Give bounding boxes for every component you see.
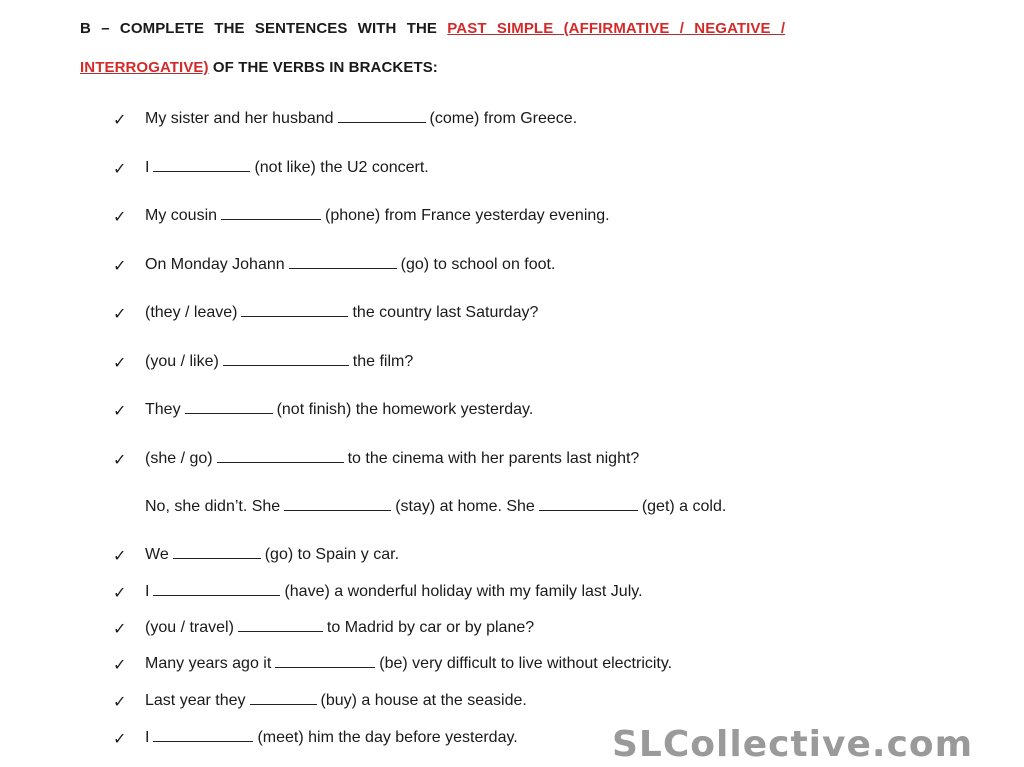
sentence-end: (go) to school on foot.	[400, 256, 556, 273]
sentence-start: (you / travel)	[145, 619, 234, 636]
sentence-start: (they / leave)	[145, 304, 238, 321]
instruction-line-2	[80, 59, 438, 76]
sentence	[145, 304, 538, 322]
answer-blank[interactable]	[217, 461, 344, 463]
checkmark-icon: ✓	[113, 452, 127, 469]
answer-blank[interactable]	[185, 412, 273, 414]
exercise-item	[0, 619, 600, 641]
sentence-start: I	[145, 729, 150, 746]
sentence	[145, 583, 643, 601]
sentence	[145, 207, 610, 225]
exercise-item	[0, 729, 600, 751]
checkmark-icon: ✓	[113, 585, 127, 602]
answer-blank[interactable]	[153, 594, 280, 596]
exercise-item	[0, 256, 600, 278]
sentence-start: Last year they	[145, 692, 246, 709]
answer-blank[interactable]	[238, 630, 323, 632]
answer-blank[interactable]	[173, 557, 261, 559]
instruction-highlight: INTERROGATIVE)	[80, 59, 209, 76]
sentence-end: the film?	[352, 353, 414, 370]
sentence	[145, 729, 518, 747]
checkmark-icon: ✓	[113, 731, 127, 748]
checkmark-icon: ✓	[113, 403, 127, 420]
sentence-middle: (stay) at home. She	[395, 498, 535, 515]
sentence-end: (buy) a house at the seaside.	[320, 692, 527, 709]
answer-blank[interactable]	[275, 666, 375, 668]
exercise-item	[0, 655, 673, 677]
checkmark-icon: ✓	[113, 306, 127, 323]
exercise-item	[0, 692, 600, 714]
checkmark-icon: ✓	[113, 548, 127, 565]
exercise-item	[0, 304, 600, 326]
sentence-start: I	[145, 583, 150, 600]
exercise-item	[0, 353, 600, 375]
exercise-item	[0, 450, 640, 472]
checkmark-icon: ✓	[113, 161, 127, 178]
sentence	[145, 692, 527, 710]
sentence	[145, 401, 533, 419]
checkmark-icon: ✓	[113, 209, 127, 226]
sentence-start: (you / like)	[145, 353, 219, 370]
answer-blank[interactable]	[241, 315, 348, 317]
sentence-end: (have) a wonderful holiday with my family last July.	[284, 583, 643, 600]
sentence	[145, 619, 534, 637]
sentence-start: On Monday Johann	[145, 256, 285, 273]
answer-blank[interactable]	[250, 703, 317, 705]
exercise-item	[0, 583, 643, 605]
checkmark-icon: ✓	[113, 657, 127, 674]
answer-blank[interactable]	[153, 740, 253, 742]
sentence-start: (she / go)	[145, 450, 213, 467]
exercise-item	[0, 110, 600, 132]
exercise-item	[0, 498, 727, 520]
exercise-item	[0, 207, 610, 229]
answer-blank[interactable]	[338, 121, 426, 123]
instruction-line-1	[80, 20, 785, 37]
sentence-end: the country last Saturday?	[352, 304, 539, 321]
sentence	[145, 546, 399, 564]
sentence-start: They	[145, 401, 181, 418]
answer-blank[interactable]	[289, 267, 397, 269]
sentence	[145, 498, 726, 516]
checkmark-icon: ✓	[113, 355, 127, 372]
answer-blank[interactable]	[223, 364, 349, 366]
sentence	[145, 655, 672, 673]
sentence	[145, 353, 413, 371]
sentence-start: My cousin	[145, 207, 218, 224]
sentence-end: to the cinema with her parents last night?	[347, 450, 640, 467]
sentence	[145, 256, 555, 274]
watermark-logo: SLCollective.com	[612, 724, 974, 765]
checkmark-icon: ✓	[113, 112, 127, 129]
sentence-end: (go) to Spain y car.	[264, 546, 400, 563]
checkmark-icon: ✓	[113, 621, 127, 638]
instruction-text: B – COMPLETE THE SENTENCES WITH THE	[80, 20, 448, 37]
sentence-end: (not finish) the homework yesterday.	[276, 401, 534, 418]
sentence	[145, 450, 639, 468]
exercise-item	[0, 546, 600, 568]
answer-blank[interactable]	[539, 509, 638, 511]
instruction-highlight: PAST SIMPLE (AFFIRMATIVE / NEGATIVE /	[447, 20, 786, 37]
answer-blank[interactable]	[153, 170, 250, 172]
sentence-end: (come) from Greece.	[429, 110, 578, 127]
checkmark-icon: ✓	[113, 258, 127, 275]
exercise-item	[0, 159, 600, 181]
sentence-end: (phone) from France yesterday evening.	[325, 207, 610, 224]
checkmark-icon: ✓	[113, 694, 127, 711]
sentence-start: We	[145, 546, 169, 563]
exercise-item	[0, 401, 600, 423]
sentence-start: I	[145, 159, 150, 176]
sentence-end: to Madrid by car or by plane?	[326, 619, 535, 636]
sentence-start: Many years ago it	[145, 655, 272, 672]
sentence-start: My sister and her husband	[145, 110, 334, 127]
sentence-end: (not like) the U2 concert.	[254, 159, 429, 176]
sentence-end: (get) a cold.	[641, 498, 727, 515]
answer-blank[interactable]	[284, 509, 391, 511]
sentence-end: (meet) him the day before yesterday.	[257, 729, 518, 746]
instruction-text: OF THE VERBS IN BRACKETS:	[208, 59, 438, 76]
answer-blank[interactable]	[221, 218, 321, 220]
sentence-start: No, she didn’t. She	[145, 498, 281, 515]
sentence	[145, 159, 429, 177]
sentence	[145, 110, 577, 128]
sentence-end: (be) very difficult to live without electricity.	[379, 655, 673, 672]
